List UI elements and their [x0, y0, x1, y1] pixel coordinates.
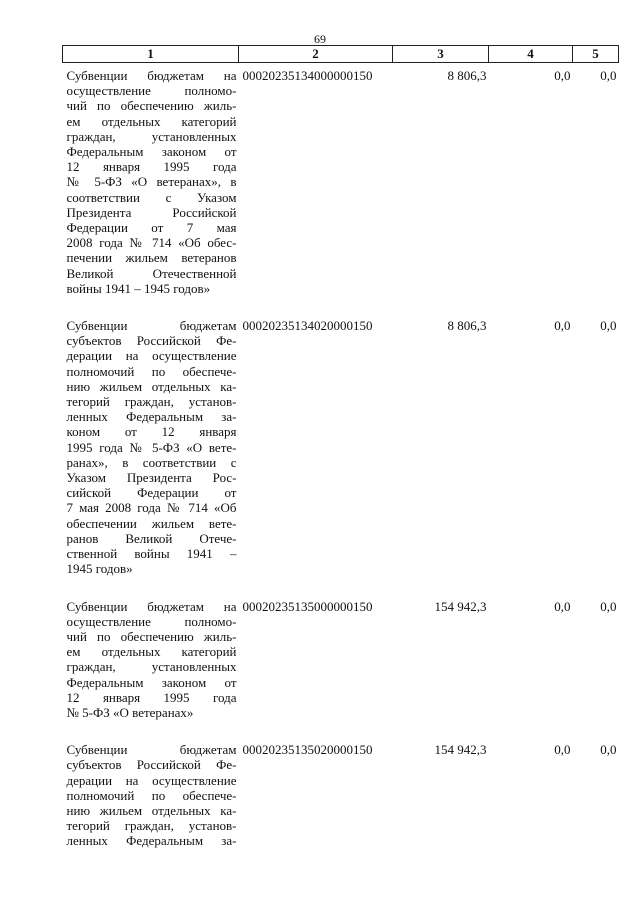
- row-amount-cell: 154 942,3: [434, 598, 487, 614]
- column-header-5: 5: [573, 46, 619, 63]
- name-line: Субвенции бюджетам: [66, 318, 237, 334]
- name-line: Федеральным законом от: [66, 144, 237, 160]
- name-line: дерации на осуществление: [66, 348, 237, 364]
- name-line: граждан, установленных: [66, 128, 237, 144]
- column-header-2: 2: [239, 46, 393, 63]
- row-col4-cell: 0,0: [554, 318, 571, 334]
- row-name-cell: [63, 594, 239, 738]
- name-line: коном от 12 января: [66, 424, 237, 440]
- column-header-1: 1: [63, 46, 239, 63]
- name-line: Великой Отечественной: [66, 265, 237, 281]
- row-code-cell: 00020235135000000150: [242, 598, 373, 614]
- name-line: Указом Президента Рос-: [66, 470, 237, 486]
- column-header-4: 4: [489, 46, 573, 63]
- name-line: тегорий граждан, установ-: [66, 818, 237, 834]
- row-col5-cell: 0,0: [600, 742, 617, 758]
- table-row: [63, 737, 619, 865]
- row-col4-cell: 0,0: [554, 68, 571, 83]
- name-line: ем отдельных категорий: [66, 644, 237, 660]
- column-header-3: 3: [393, 46, 489, 63]
- name-line: полномочий по обеспече-: [66, 363, 237, 379]
- budget-table: [62, 45, 619, 866]
- name-line: тегорий граждан, установ-: [66, 394, 237, 410]
- name-line: ственной войны 1941 –: [66, 546, 237, 562]
- name-line: 7 мая 2008 года № 714 «Об: [66, 500, 237, 516]
- row-amount-cell: 8 806,3: [447, 68, 487, 83]
- row-col5-cell: 0,0: [600, 598, 617, 614]
- table-body: [63, 63, 619, 866]
- name-line: 1995 года № 5-ФЗ «О вете-: [66, 439, 237, 455]
- name-line: № 5-ФЗ «О ветеранах»: [66, 704, 194, 720]
- table-row: [63, 313, 619, 593]
- name-line: субъектов Российской Фе-: [66, 757, 237, 773]
- name-line: ем отдельных категорий: [66, 113, 237, 129]
- name-line: полномочий по обеспече-: [66, 787, 237, 803]
- name-line: субъектов Российской Фе-: [66, 333, 237, 349]
- row-name-cell: [63, 63, 239, 314]
- name-line: ленных Федеральным за-: [66, 833, 237, 849]
- row-col5-cell: 0,0: [600, 68, 617, 83]
- table-header-row: [63, 46, 619, 63]
- name-line: 2008 года № 714 «Об обес-: [66, 235, 237, 251]
- row-code-cell: 00020235134000000150: [242, 68, 373, 83]
- table-row: [63, 594, 619, 738]
- row-amount-cell: 8 806,3: [447, 318, 487, 334]
- page-number: 69: [314, 32, 326, 46]
- name-line: Субвенции бюджетам: [66, 742, 237, 758]
- name-line: ранах», в соответствии с: [66, 454, 237, 470]
- name-line: соответствии с Указом: [66, 189, 237, 205]
- name-line: нию жильем отдельных ка-: [66, 378, 237, 394]
- name-line: граждан, установленных: [66, 659, 237, 675]
- name-line: 12 января 1995 года: [66, 689, 237, 705]
- name-line: № 5-ФЗ «О ветеранах», в: [66, 174, 237, 190]
- name-line: Президента Российской: [66, 204, 237, 220]
- name-line: печении жильем ветеранов: [66, 250, 237, 266]
- name-line: обеспечении жильем вете-: [66, 515, 237, 531]
- name-line: 1945 годов»: [66, 561, 133, 577]
- row-name-cell: [63, 313, 239, 593]
- row-col4-cell: 0,0: [554, 742, 571, 758]
- name-line: дерации на осуществление: [66, 772, 237, 788]
- name-line: ленных Федеральным за-: [66, 409, 237, 425]
- name-line: ранов Великой Отече-: [66, 530, 237, 546]
- row-amount-cell: 154 942,3: [434, 742, 487, 758]
- name-line: Субвенции бюджетам на: [66, 68, 237, 83]
- table-row: [63, 63, 619, 314]
- name-line: осуществление полномо-: [66, 613, 237, 629]
- name-line: осуществление полномо-: [66, 83, 237, 99]
- row-code-cell: 00020235135020000150: [242, 742, 373, 758]
- row-col5-cell: 0,0: [600, 318, 617, 334]
- name-line: войны 1941 – 1945 годов»: [66, 280, 211, 296]
- name-line: чий по обеспечению жиль-: [66, 628, 237, 644]
- row-code-cell: 00020235134020000150: [242, 318, 373, 334]
- name-line: Субвенции бюджетам на: [66, 598, 237, 614]
- row-name-cell: [63, 737, 239, 865]
- row-col4-cell: 0,0: [554, 598, 571, 614]
- name-line: 12 января 1995 года: [66, 159, 237, 175]
- name-line: сийской Федерации от: [66, 485, 237, 501]
- name-line: нию жильем отдельных ка-: [66, 802, 237, 818]
- name-line: Федеральным законом от: [66, 674, 237, 690]
- name-line: Федерации от 7 мая: [66, 220, 237, 236]
- name-line: чий по обеспечению жиль-: [66, 98, 237, 114]
